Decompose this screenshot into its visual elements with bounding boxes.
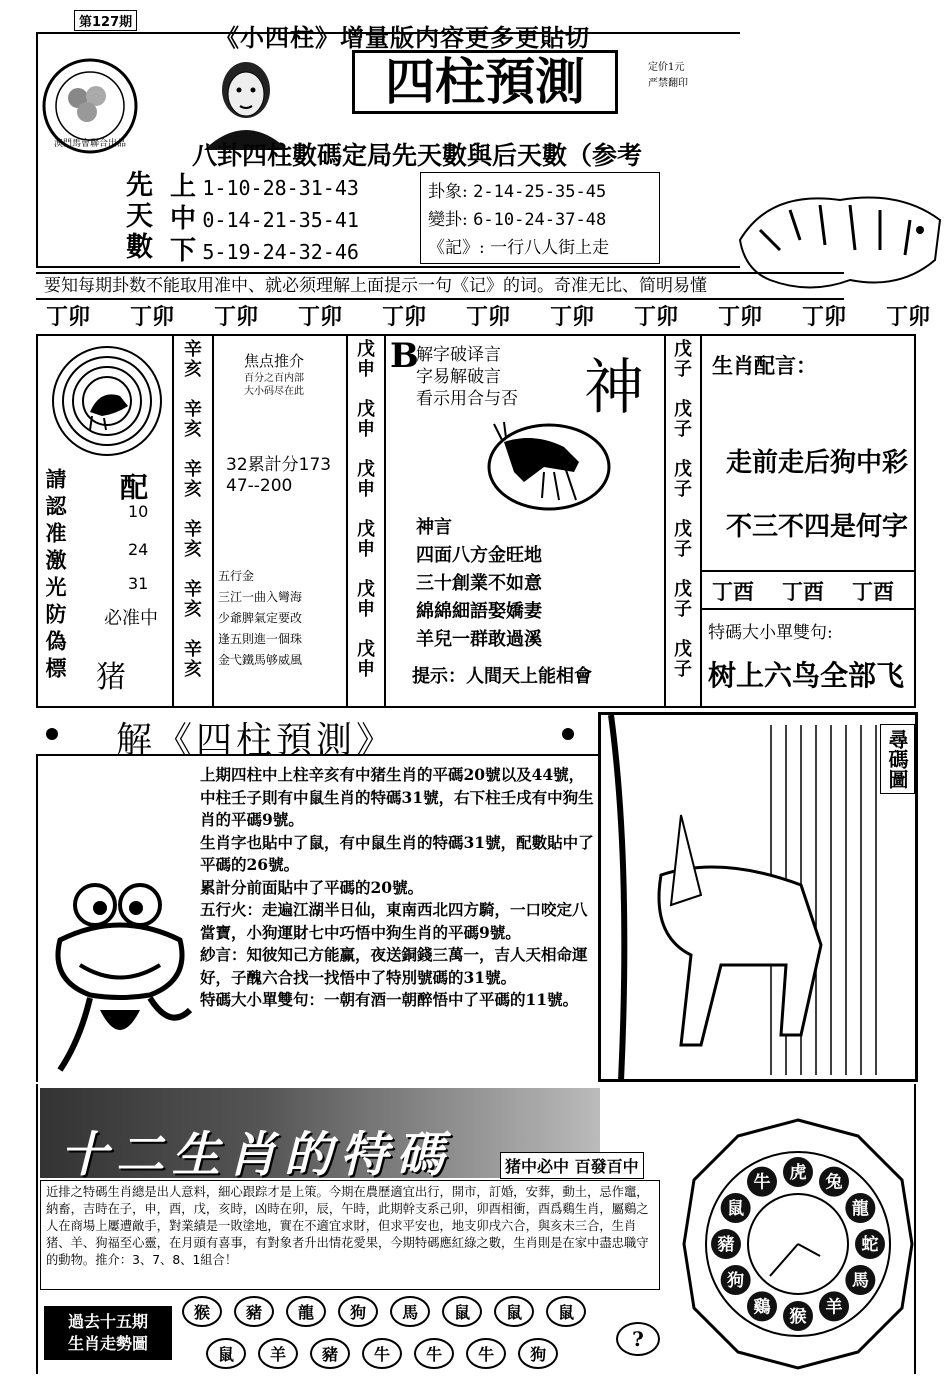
wheel-animal: 羊 — [825, 1297, 843, 1318]
trend-item: 羊 — [258, 1338, 298, 1369]
trend-item: 鼠 — [206, 1338, 246, 1369]
trend-item: 豬 — [234, 1296, 274, 1327]
wheel-animal: 蛇 — [861, 1235, 879, 1255]
divider — [346, 334, 348, 708]
horse-picture — [598, 712, 918, 1082]
trend-item: 猴 — [182, 1296, 222, 1327]
wheel-animal: 虎 — [789, 1163, 807, 1183]
focus-calc: 32累計分173 — [226, 455, 332, 475]
wheel-animal: 猴 — [789, 1307, 807, 1327]
special-label: 特碼大小單雙句: — [708, 623, 833, 643]
must-win-label: 必准中 — [104, 608, 158, 629]
main-title: 四柱預測 — [352, 50, 618, 114]
focus-title: 焦点推介 — [244, 352, 305, 370]
trend-item: 龍 — [286, 1296, 326, 1327]
bullet-icon — [46, 728, 58, 740]
horse-rider-icon — [601, 715, 917, 1081]
focus-sub: 百分之百内部 大小码尽在此 — [244, 373, 304, 397]
laser-vertical-text: 請認准激光防偽標 — [43, 468, 68, 684]
numbers-table — [170, 172, 359, 268]
gua-row: 《記》: 一行八人街上走 — [428, 238, 610, 258]
wheel-animal: 狗 — [727, 1271, 745, 1291]
riddle-lines: 解字破译言 字易解破言 看示用合与否 — [416, 345, 518, 409]
banner: 《小四柱》增量版内容更多更貼切 — [215, 23, 590, 52]
trend-item: 牛 — [414, 1338, 454, 1369]
pei-number: 24 — [128, 540, 149, 559]
riddle-hint: 提示：人間天上能相會 — [412, 666, 592, 687]
riddle-letter: B — [390, 336, 419, 376]
deer-emblem — [484, 412, 614, 512]
wheel-animal: 牛 — [753, 1172, 771, 1193]
twelve-badge: 猪中必中 百發百中 — [500, 1152, 644, 1179]
picture-label: 尋碼圖 — [880, 724, 915, 794]
trend-item: 鼠 — [442, 1296, 482, 1327]
trend-item: 鼠 — [546, 1296, 586, 1327]
divider — [700, 608, 916, 610]
seal-text: 澳門馬會聯合出品 — [53, 139, 127, 149]
divider — [700, 570, 916, 572]
trend-item: 牛 — [466, 1338, 506, 1369]
portrait-image — [196, 50, 296, 150]
dingyou-row: 丁酉 丁酉 丁酉 — [712, 579, 894, 604]
pei-number: 10 — [128, 502, 149, 521]
trend-row-1 — [176, 1296, 592, 1327]
wheel-animal: 馬 — [851, 1271, 869, 1291]
divider — [172, 334, 174, 708]
wheel-animal: 豬 — [717, 1235, 735, 1255]
frog-cartoon — [40, 880, 200, 1080]
wushen-column: 戊申 戊申 戊申 戊申 戊申 戊申 — [357, 339, 375, 680]
wuzi-column: 戊子 戊子 戊子 戊子 戊子 戊子 — [674, 339, 692, 680]
pei-label: 配 — [120, 471, 149, 504]
notice-bar: 要知每期卦数不能取用准中、就必须理解上面提示一句《记》的词。奇准无比、简明易懂 — [36, 272, 844, 300]
price-note: 定价1元 严禁翻印 — [648, 62, 688, 89]
pei-number: 31 — [128, 574, 149, 593]
wheel-animal: 鷄 — [753, 1297, 771, 1318]
zodiac-wheel — [680, 1116, 916, 1372]
trend-item: 鼠 — [494, 1296, 534, 1327]
number-row: 上 1-10-28-31-43 — [170, 172, 359, 202]
focus-range: 47--200 — [226, 476, 293, 496]
explain-title: 解《四柱預測》 — [116, 720, 397, 761]
numbers-labels: 先 天 數 — [126, 170, 153, 263]
twelve-text: 近排之特碼生肖總是出人意料，細心跟踪才是上策。今期在農歷適宜出行，開市，訂婚，安葬，動土，忌作竈，納畜，吉時在子，申，酉，戊，亥時，凶時在卯，辰，午時，此期幹支系己卯，卯酉相衝，酉爲鷄生肖，屬鷄之人在商場上屢遭敵手，對業績是一敗塗地，實在不適宜求財，但求平安也，地支卯戌六合，與亥未三合，生肖猪、羊、狗福至心靈，在月頭有喜事，有對象者升出情花愛果，今期特碼應紅綠之數，生肖則是在家中盡忠職守的動物。推介：3、7、8、1組合！ — [46, 1185, 649, 1267]
shen-character: 神 — [584, 353, 644, 423]
wheel-animal: 鼠 — [727, 1199, 745, 1219]
number-row: 中 0-14-21-35-41 — [170, 204, 359, 234]
issue-number: 第127期 — [74, 10, 137, 31]
trend-question: ? — [616, 1322, 660, 1356]
dingmao-row: 丁卯 丁卯 丁卯 丁卯 丁卯 丁卯 丁卯 丁卯 丁卯 丁卯 丁卯 — [45, 304, 930, 330]
trend-item: 狗 — [338, 1296, 378, 1327]
riddle-poem: 神言 四面八方金旺地 三十創業不如意 綿綿細語娶嬌妻 羊兒一群敢過溪 — [416, 517, 542, 650]
gua-lines — [428, 178, 609, 262]
gua-row: 卦象: 2-14-25-35-45 — [428, 182, 607, 202]
number-row: 下 5-19-24-32-46 — [170, 236, 359, 266]
focus-poem: 五行金 三江一曲入彎海 少爺脾氣定要改 逢五則進一個珠 金弋鐵馬够威風 — [218, 569, 303, 667]
trend-item: 豬 — [310, 1338, 350, 1369]
gua-row: 變卦: 6-10-24-37-48 — [428, 210, 607, 230]
special-line: 树上六鸟全部飞 — [708, 659, 905, 692]
zodiac-line-2: 不三不四是何字 — [726, 512, 909, 542]
trend-item: 牛 — [362, 1338, 402, 1369]
zodiac-title: 生肖配言： — [712, 353, 817, 378]
pig-label: 猪 — [96, 660, 126, 695]
trend-row-2 — [200, 1338, 564, 1369]
trend-label: 過去十五期 生肖走勢圖 — [44, 1306, 172, 1360]
wheel-animal: 龍 — [851, 1199, 869, 1219]
divider — [384, 334, 386, 708]
zodiac-line-1: 走前走后狗中彩 — [726, 448, 909, 478]
seal-stamp — [40, 56, 140, 156]
twelve-title: 十二生肖的特碼 — [60, 1127, 453, 1183]
divider — [212, 334, 214, 708]
wheel-animal: 兔 — [825, 1172, 843, 1193]
trend-item: 狗 — [518, 1338, 558, 1369]
spiral-rooster-icon — [50, 344, 165, 459]
bullet-icon — [562, 728, 574, 740]
divider — [700, 334, 702, 708]
subtitle: 八卦四柱數碼定局先天數與后天數（参考 — [192, 141, 643, 170]
explain-text: 上期四柱中上柱辛亥有中猪生肖的平碼20號以及44號，中柱壬子則有中鼠生肖的特碼31號，右下柱壬戌有中狗生肖的平碼9號。 生肖字也貼中了鼠，有中鼠生肖的特碼31號，配數貼中了平碼的26號。 累計分前面貼中了平碼的20號。 五行火：走遍江湖半日仙，東南西北四方騎，一口咬定八當寶，小狗運財七中巧悟中狗生肖的平碼9號。 紗言：知彼知己方能赢，夜送銅錢三萬一，吉人天相命運好，子醜六合找一找悟中了特別號碼的31號。 特碼大小單雙句：一朝有酒一朝醉悟中了平碼的11號。 — [200, 765, 594, 1009]
trend-item: 馬 — [390, 1296, 430, 1327]
xinhai-column: 辛亥 辛亥 辛亥 辛亥 辛亥 辛亥 — [184, 339, 202, 680]
